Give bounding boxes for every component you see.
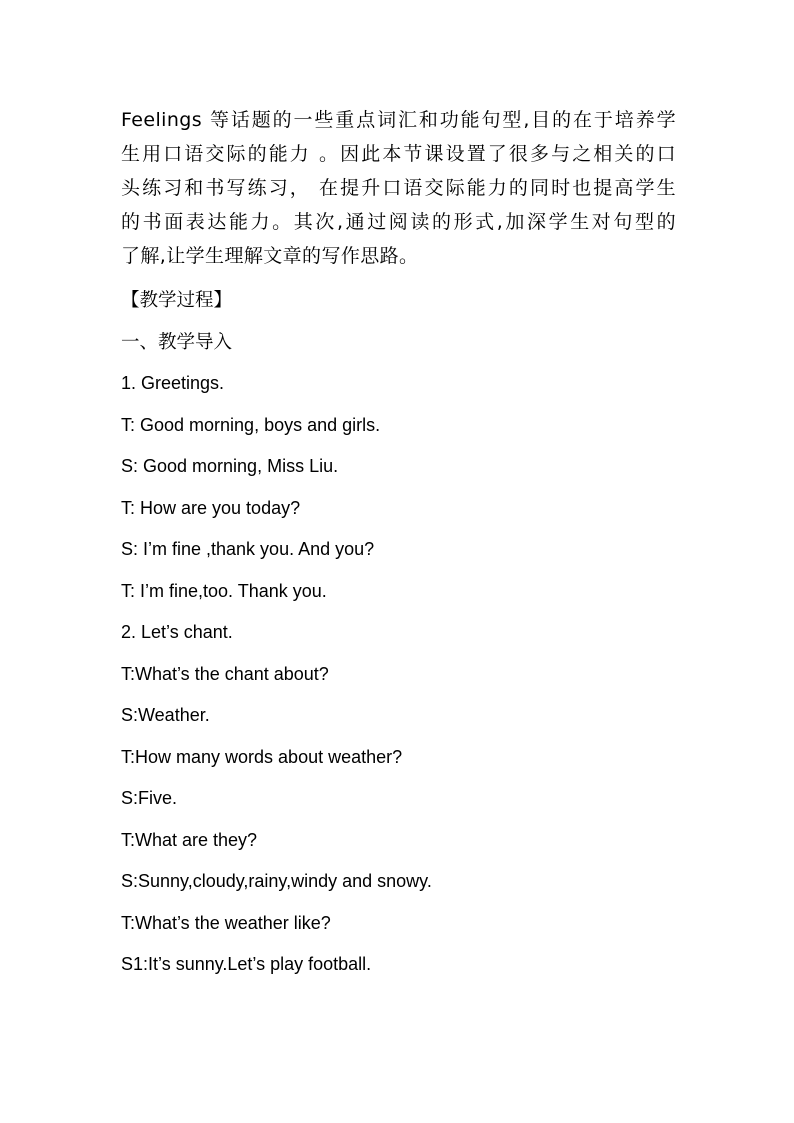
intro-line: 头练习和书写练习， 在提升口语交际能力的同时也提高学生 [121,177,676,199]
dialogue-line: T:How many words about weather? [121,746,403,767]
dialogue-line: T: Good morning, boys and girls. [121,414,381,435]
dialogue-line: S1:It’s sunny.Let’s play football. [121,954,372,974]
dialogue-line: T:What’s the weather like? [121,912,331,933]
dialogue-line: 2. Let’s chant. [121,622,233,642]
dialogue-line: 1. Greetings. [121,373,225,393]
dialogue-line: T: I’m fine,too. Thank you. [121,580,327,601]
section-heading: 【教学过程】 [121,290,233,311]
intro-paragraph [121,103,676,273]
subsection-heading: 一、教学导入 [121,331,233,353]
dialogue-line: S: Good morning, Miss Liu. [121,456,339,476]
dialogue-line: T:What’s the chant about? [121,663,329,684]
dialogue-line: S:Five. [121,788,178,808]
intro-line: Feelings 等话题的一些重点词汇和功能句型,目的在于培养学 [121,109,676,131]
document-body [121,103,676,986]
dialogue-line: S:Sunny,cloudy,rainy,windy and snowy. [121,871,432,891]
intro-line: 生用口语交际的能力 。因此本节课设置了很多与之相关的口 [121,143,676,165]
dialogue-line: S: I’m fine ,thank you. And you? [121,539,375,559]
dialogue-line: T:What are they? [121,829,258,850]
dialogue-line: T: How are you today? [121,497,301,518]
intro-line: 了解,让学生理解文章的写作思路。 [121,245,419,267]
dialogue-line: S:Weather. [121,705,210,725]
intro-line: 的书面表达能力。其次,通过阅读的形式,加深学生对句型的 [121,211,676,233]
